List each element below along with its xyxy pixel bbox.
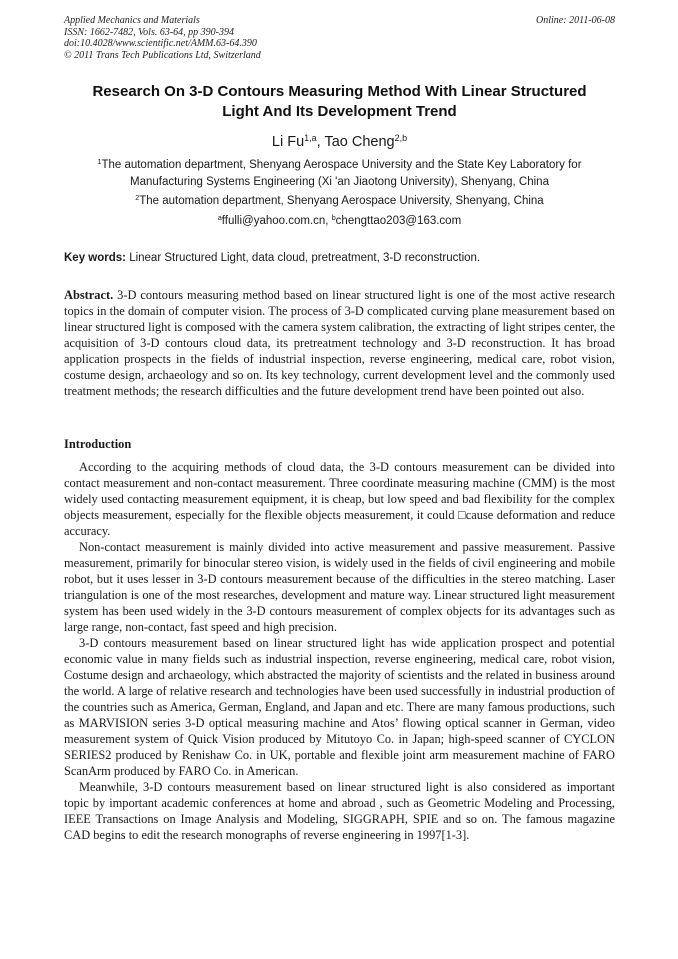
title-line-1: Research On 3-D Contours Measuring Method With Linear Structured	[92, 83, 587, 100]
affiliation-2	[64, 193, 615, 210]
abstract	[64, 287, 615, 399]
keywords	[64, 250, 615, 266]
email-b-mark: b	[331, 214, 336, 223]
paper-title	[64, 82, 615, 122]
section-heading-introduction: Introduction	[64, 437, 132, 451]
abstract-text: 3-D contours measuring method based on linear structured light is one of the most active research topics in the domain of computer vision. The process of 3-D complicated curving plane measurement based on linear structured light is composed with the camera system calibration, the extracting of light stripes center, the acquisition of 3-D contours cloud data, its pretreatment technology and 3-D reconstruction. It has broad application prospects in the fields of industrial inspection, reverse engineering, medical care, robot vision, costume design, archaeology and so on. Its key technology, current development level and the commonly used treatment methods; the research difficulties and the future development trend have been pointed out also.	[64, 288, 615, 398]
title-line-2: Light And Its Development Trend	[222, 103, 457, 120]
affiliation-1	[64, 157, 615, 191]
intro-paragraph-3: 3-D contours measurement based on linear structured light has wide application prospect and potential economic value in many fields such as industrial inspection, reverse engineering, medical care, robot vision, Costume design and archaeology, which abstracted the majority of scientists and the related in business around the world. A large of relative research and technologies have been used successfully in industrial production of the countries such as America, German, England, and Japan and etc. There are many famous productions, such as MARVISION series 3-D optical measuring machine and Atos’ flowing optical scanner in German, video measurement system of Quick Vision produced by Mitutoyo Co. in Japan; high-speed scanner of CYCLON SERIES2 produced by Renishaw Co. in UK, portable and flexible joint arm measurement machine of FARO ScanArm produced by FARO Co. in American.	[64, 636, 615, 778]
issn-volume: ISSN: 1662-7482, Vols. 63-64, pp 390-394	[64, 26, 234, 38]
author-list	[64, 133, 615, 151]
journal-header	[64, 15, 615, 61]
author-emails	[64, 213, 615, 230]
affiliation-2-text: The automation department, Shenyang Aerospace University, Shenyang, China	[139, 195, 544, 207]
introduction-body	[64, 459, 615, 843]
abstract-label: Abstract.	[64, 288, 114, 302]
affiliation-2-mark: 2	[135, 194, 140, 203]
intro-paragraph-2: Non-contact measurement is mainly divided into active measurement and passive measurement. Passive measurement, primarily for binocular stereo vision, is widely used in the fields of civil engineering and mobile robot, but it uses lesser in 3-D contours measurement because of the difficulties in the stereo matching. Laser triangulation is one of the most researches, development and mature way. Linear structured light measurement system has been used widely in the 3-D contours measurement of complex objects for its advantages such as large range, non-contact, fast speed and high precision.	[64, 540, 615, 634]
author-1-name: Li Fu	[271, 134, 305, 150]
email-a[interactable]: ffulli@yahoo.com.cn,	[221, 215, 332, 227]
author-1-affil-mark: 1,a	[304, 133, 317, 144]
affiliation-1-mark: 1	[97, 158, 102, 167]
author-2-name: Tao Cheng	[324, 134, 395, 150]
keywords-text: Linear Structured Light, data cloud, pretreatment, 3-D reconstruction.	[126, 252, 481, 264]
email-a-mark: a	[217, 214, 222, 223]
affiliation-1-line-1: The automation department, Shenyang Aerospace University and the State Key Laboratory for	[101, 159, 582, 171]
online-date: Online: 2011-06-08	[536, 15, 615, 26]
keywords-label: Key words:	[64, 252, 126, 264]
email-b[interactable]: chengttao203@163.com	[335, 215, 462, 227]
affiliation-1-line-2: Manufacturing Systems Engineering (Xi 'an Jiaotong University), Shenyang, China	[130, 176, 549, 188]
copyright-line: © 2011 Trans Tech Publications Ltd, Switzerland	[64, 49, 261, 61]
author-2-affil-mark: 2,b	[394, 133, 408, 144]
doi-line: doi:10.4028/www.scientific.net/AMM.63-64.390	[64, 38, 257, 49]
intro-paragraph-4: Meanwhile, 3-D contours measurement based on linear structured light is also considered as important topic by important academic conferences at home and abroad , such as Geometric Modeling and Processing, IEEE Transactions on Image Analysis and Modeling, SIGGRAPH, SPIE and so on. The famous magazine CAD begins to edit the research monographs of reverse engineering in 1997[1-3].	[64, 780, 615, 842]
intro-paragraph-1: According to the acquiring methods of cloud data, the 3-D contours measurement can be divided into contact measurement and non-contact measurement. Three coordinate measuring machine (CMM) is the most widely used contacting measurement equipment, it is cheap, but low speed and bad flexibility for the complex objects measurement, especially for the flexible objects measurement, it could □cause deformation and reduce accuracy.	[64, 460, 615, 538]
author-separator: ,	[316, 134, 325, 150]
journal-name: Applied Mechanics and Materials	[64, 15, 200, 26]
